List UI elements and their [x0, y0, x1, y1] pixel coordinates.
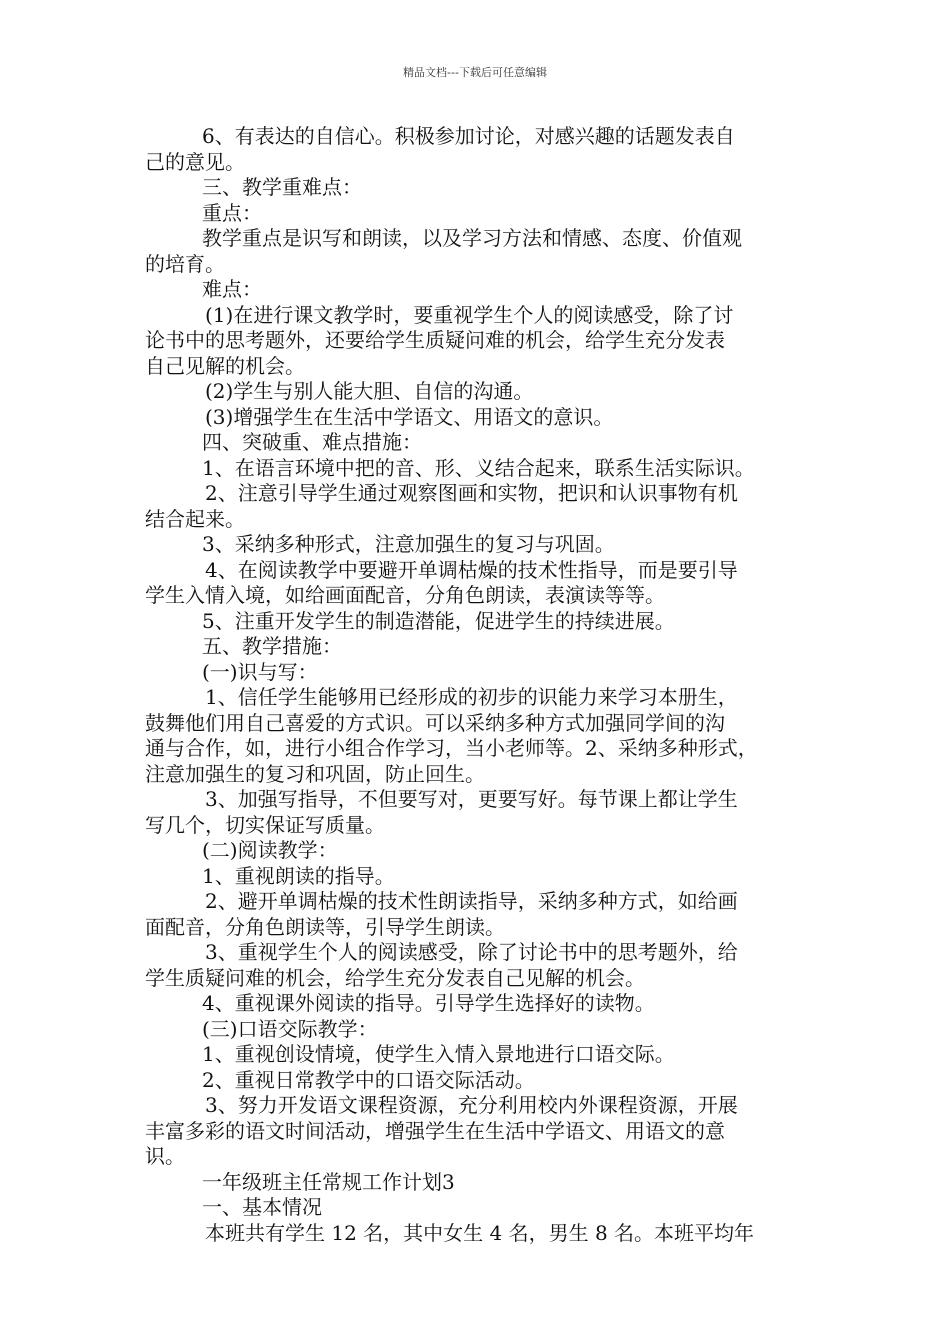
- paragraph-line: 一、基本情况: [202, 1195, 322, 1219]
- paragraph-line: 学生质疑问难的机会，给学生充分发表自己见解的机会。: [145, 965, 645, 990]
- paragraph-line: 重点：: [202, 200, 262, 225]
- paragraph-line: (二)阅读教学：: [202, 838, 338, 862]
- paragraph-line: (2)学生与别人能大胆、自信的沟通。: [205, 379, 534, 403]
- paragraph-line: 4、在阅读教学中要避开单调枯燥的技术性指导，而是要引导: [205, 557, 738, 582]
- paragraph-line: (3)增强学生在生活中学语文、用语文的意识。: [205, 404, 614, 429]
- paragraph-line: 3、重视学生个人的阅读感受，除了讨论书中的思考题外，给: [205, 940, 738, 964]
- paragraph-line: 6、有表达的自信心。积极参加讨论，对感兴趣的话题发表自: [202, 124, 735, 148]
- paragraph-line: 本班共有学生 12 名，其中女生 4 名，男生 8 名。本班平均年: [205, 1220, 755, 1245]
- paragraph-line: 3、加强写指导，不但要写对，更要写好。每节课上都让学生: [205, 787, 738, 811]
- paragraph-line: 五、教学措施：: [202, 634, 342, 658]
- paragraph-line: 己的意见。: [145, 149, 245, 174]
- paragraph-line: 学生入情入境，如给画面配音，分角色朗读，表演读等等。: [145, 583, 665, 607]
- paragraph-line: (1)在进行课文教学时，要重视学生个人的阅读感受，除了讨: [205, 302, 734, 327]
- paragraph-line: 丰富多彩的语文时间活动，增强学生在生活中学语文、用语文的意: [145, 1118, 725, 1143]
- paragraph-line: 1、在语言环境中把的音、形、义结合起来，联系生活实际识。: [202, 455, 755, 480]
- paragraph-line: 论书中的思考题外，还要给学生质疑问难的机会，给学生充分发表: [145, 328, 725, 352]
- paragraph-line: 5、注重开发学生的制造潜能，促进学生的持续进展。: [202, 608, 675, 633]
- paragraph-line: 4、重视课外阅读的指导。引导学生选择好的读物。: [202, 991, 655, 1015]
- paragraph-line: 1、重视创设情境，使学生入情入景地进行口语交际。: [202, 1042, 675, 1066]
- document-body: [145, 124, 817, 1246]
- page-header: 精品文档---下载后可任意编辑: [403, 66, 547, 79]
- paragraph-line: 的培育。: [145, 251, 225, 276]
- paragraph-line: 2、注意引导学生通过观察图画和实物，把识和认识事物有机: [205, 481, 738, 505]
- paragraph-line: 3、努力开发语文课程资源，充分利用校内外课程资源，开展: [205, 1093, 738, 1117]
- paragraph-line: 一年级班主任常规工作计划3: [202, 1169, 455, 1194]
- paragraph-line: 结合起来。: [145, 506, 245, 531]
- paragraph-line: (一)识与写：: [202, 659, 318, 684]
- paragraph-line: 教学重点是识写和朗读，以及学习方法和情感、态度、价值观: [202, 226, 742, 250]
- paragraph-line: 四、突破重、难点措施：: [202, 430, 422, 454]
- paragraph-line: 鼓舞他们用自己喜爱的方式识。可以采纳多种方式加强同学间的沟: [145, 710, 725, 735]
- paragraph-line: 2、避开单调枯燥的技术性朗读指导，采纳多种方式，如给画: [205, 889, 738, 913]
- paragraph-line: 1、信任学生能够用已经形成的初步的识能力来学习本册生，: [205, 685, 738, 709]
- paragraph-line: 识。: [145, 1144, 185, 1168]
- paragraph-line: 3、采纳多种形式，注意加强生的复习与巩固。: [202, 532, 615, 556]
- paragraph-line: 通与合作，如，进行小组合作学习，当小老师等。2、采纳多种形式，: [145, 736, 758, 760]
- paragraph-line: 三、教学重难点：: [202, 175, 362, 199]
- paragraph-line: 难点：: [202, 277, 262, 301]
- paragraph-line: 2、重视日常教学中的口语交际活动。: [202, 1067, 535, 1092]
- paragraph-line: 面配音，分角色朗读等，引导学生朗读。: [145, 914, 505, 939]
- paragraph-line: 注意加强生的复习和巩固，防止回生。: [145, 761, 485, 786]
- paragraph-line: 自己见解的机会。: [145, 353, 305, 378]
- paragraph-line: 1、重视朗读的指导。: [202, 863, 395, 888]
- paragraph-line: (三)口语交际教学：: [202, 1016, 378, 1041]
- paragraph-line: 写几个，切实保证写质量。: [145, 812, 385, 837]
